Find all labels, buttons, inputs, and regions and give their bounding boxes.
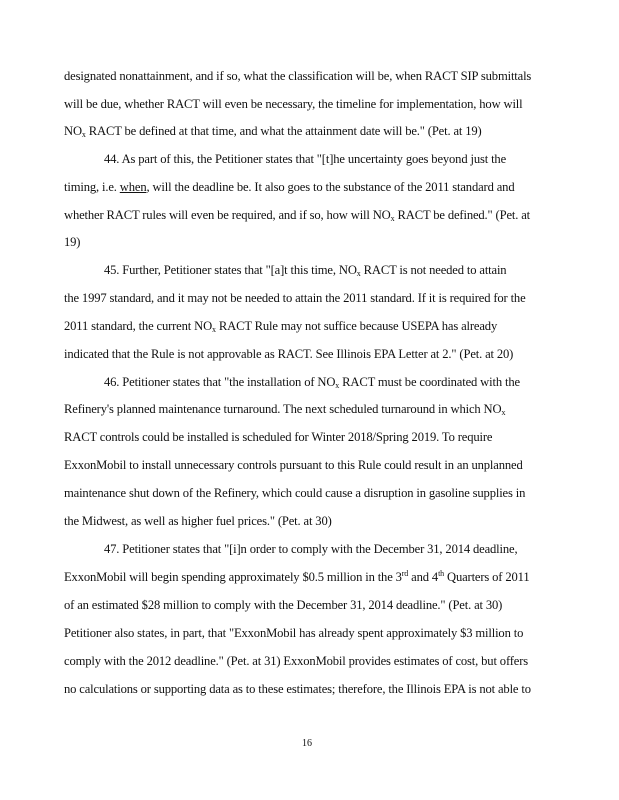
paragraph-47-line: 47. Petitioner states that "[i]n order to comply with the December 31, 2014 deadline, — [104, 542, 518, 556]
text-line: no calculations or supporting data as to these estimates; therefore, the Illinois EPA is not able to — [64, 682, 531, 696]
text-line: of an estimated $28 million to comply with the December 31, 2014 deadline." (Pet. at 30) — [64, 598, 503, 612]
text-line: RACT controls could be installed is scheduled for Winter 2018/Spring 2019. To require — [64, 430, 493, 444]
text-line: will be due, whether RACT will even be necessary, the timeline for implementation, how will — [64, 97, 523, 111]
text-line: Refinery's planned maintenance turnaround. The next scheduled turnaround in which $NO_x$ — [64, 402, 506, 417]
emphasis-when: when — [119, 180, 147, 194]
text-line: ExxonMobil to install unnecessary controls pursuant to this Rule could result in an unplanned — [64, 458, 523, 472]
paragraph-46-line: 46. Petitioner states that "the installation of $NO_x$ RACT must be coordinated with the — [104, 375, 520, 390]
text-line: timing, i.e. when, will the deadline be. It also goes to the substance of the 2011 standard and — [64, 180, 515, 194]
text-line: maintenance shut down of the Refinery, which could cause a disruption in gasoline supplies in — [64, 486, 526, 500]
text-line: ExxonMobil will begin spending approximately $0.5 million in the 3rd and 4th Quarters of 2011 — [64, 569, 530, 584]
paragraph-45-line: 45. Further, Petitioner states that "[a]t this time, $NO_x$ RACT is not needed to attain — [104, 263, 507, 278]
text-line: $NO_x$ RACT be defined at that time, and what the attainment date will be." (Pet. at 19) — [64, 124, 482, 139]
text-line: designated nonattainment, and if so, what the classification will be, when RACT SIP submittals — [64, 69, 532, 83]
text-line: 19) — [64, 235, 81, 249]
text-line: indicated that the Rule is not approvable as RACT. See Illinois EPA Letter at 2." (Pet. at 20) — [64, 347, 514, 361]
text-line: 2011 standard, the current $NO_x$ RACT Rule may not suffice because USEPA has already — [64, 319, 498, 334]
paragraph-44-line: 44. As part of this, the Petitioner states that "[t]he uncertainty goes beyond just the — [104, 152, 507, 166]
text-line: whether RACT rules will even be required, and if so, how will $NO_x$ RACT be defined." (Pet. at — [64, 208, 531, 223]
text-line: the 1997 standard, and it may not be needed to attain the 2011 standard. If it is required for the — [64, 291, 526, 305]
text-line: comply with the 2012 deadline." (Pet. at 31) ExxonMobil provides estimates of cost, but offers — [64, 654, 529, 668]
text-line: the Midwest, as well as higher fuel prices." (Pet. at 30) — [64, 514, 332, 528]
text-line: Petitioner also states, in part, that "ExxonMobil has already spent approximately $3 million to — [64, 626, 524, 640]
page-number: 16 — [302, 738, 312, 749]
